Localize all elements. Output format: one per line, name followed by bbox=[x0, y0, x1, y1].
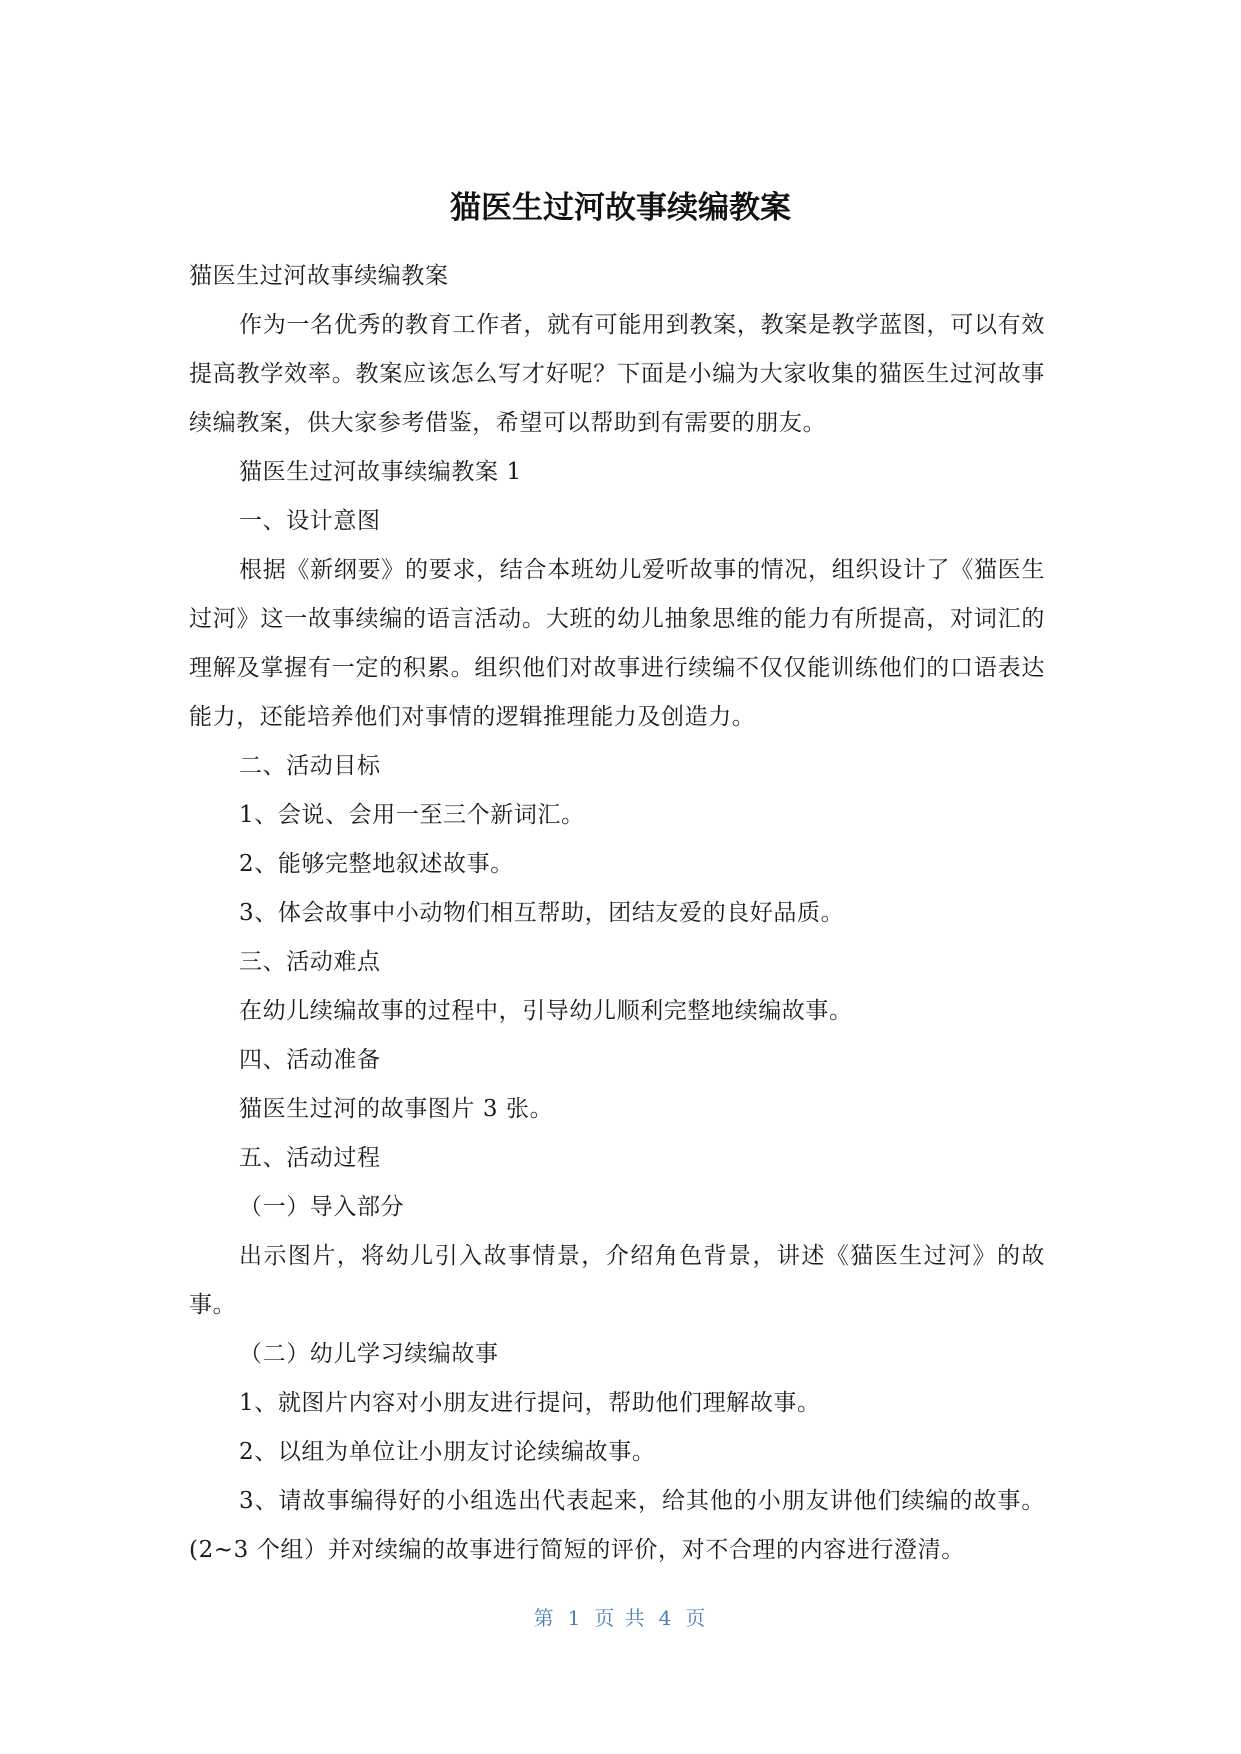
section-heading: 二、活动目标 bbox=[239, 753, 381, 779]
list-item: 2、能够完整地叙述故事。 bbox=[239, 851, 514, 877]
paragraph: 根据《新纲要》的要求，结合本班幼儿爱听故事的情况，组织设计了《猫医生过河》这一故事续编的语言活动。大班的幼儿抽象思维的能力有所提高，对词汇的理解及掌握有一定的积累。组织他们对故事进行续编不仅仅能训练他们的口语表达能力，还能培养他们对事情的逻辑推理能力及创造力。 bbox=[189, 557, 1045, 730]
footer-prefix: 第 bbox=[533, 1606, 556, 1630]
list-item: 3、体会故事中小动物们相互帮助，团结友爱的良好品质。 bbox=[239, 900, 845, 926]
paragraph: 作为一名优秀的教育工作者，就有可能用到教案，教案是教学蓝图，可以有效提高教学效率。教案应该怎么写才好呢？下面是小编为大家收集的猫医生过河故事续编教案，供大家参考借鉴，希望可以帮助到有需要的朋友。 bbox=[189, 312, 1045, 436]
footer-suffix: 页 bbox=[685, 1606, 708, 1630]
list-item: 1、就图片内容对小朋友进行提问，帮助他们理解故事。 bbox=[239, 1390, 821, 1416]
footer-total-pages: 4 bbox=[658, 1606, 674, 1630]
paragraph: 在幼儿续编故事的过程中，引导幼儿顺利完整地续编故事。 bbox=[239, 998, 853, 1024]
list-item: 1、会说、会用一至三个新词汇。 bbox=[239, 802, 585, 828]
subsection-heading: （一）导入部分 bbox=[239, 1194, 405, 1220]
list-item: 3、请故事编得好的小组选出代表起来，给其他的小朋友讲他们续编的故事。(2~3 个组）并对续编的故事进行简短的评价，对不合理的内容进行澄清。 bbox=[189, 1488, 1045, 1563]
subsection-heading: （二）幼儿学习续编故事 bbox=[239, 1341, 499, 1367]
section-heading: 三、活动难点 bbox=[239, 949, 381, 975]
document-title: 猫医生过河故事续编教案 bbox=[450, 190, 791, 226]
paragraph: 猫医生过河故事续编教案 bbox=[189, 263, 449, 289]
section-heading: 四、活动准备 bbox=[239, 1047, 381, 1073]
document-body bbox=[189, 252, 1045, 1575]
list-item: 2、以组为单位让小朋友讨论续编故事。 bbox=[239, 1439, 656, 1465]
footer-current-page: 1 bbox=[567, 1606, 583, 1630]
section-heading: 五、活动过程 bbox=[239, 1145, 381, 1171]
paragraph: 出示图片，将幼儿引入故事情景，介绍角色背景，讲述《猫医生过河》的故事。 bbox=[189, 1243, 1045, 1318]
section-heading: 一、设计意图 bbox=[239, 508, 381, 534]
section-heading: 猫医生过河故事续编教案 1 bbox=[239, 459, 522, 485]
footer-mid: 页 共 bbox=[594, 1606, 647, 1630]
page-footer bbox=[0, 1604, 1241, 1632]
paragraph: 猫医生过河的故事图片 3 张。 bbox=[239, 1096, 554, 1122]
